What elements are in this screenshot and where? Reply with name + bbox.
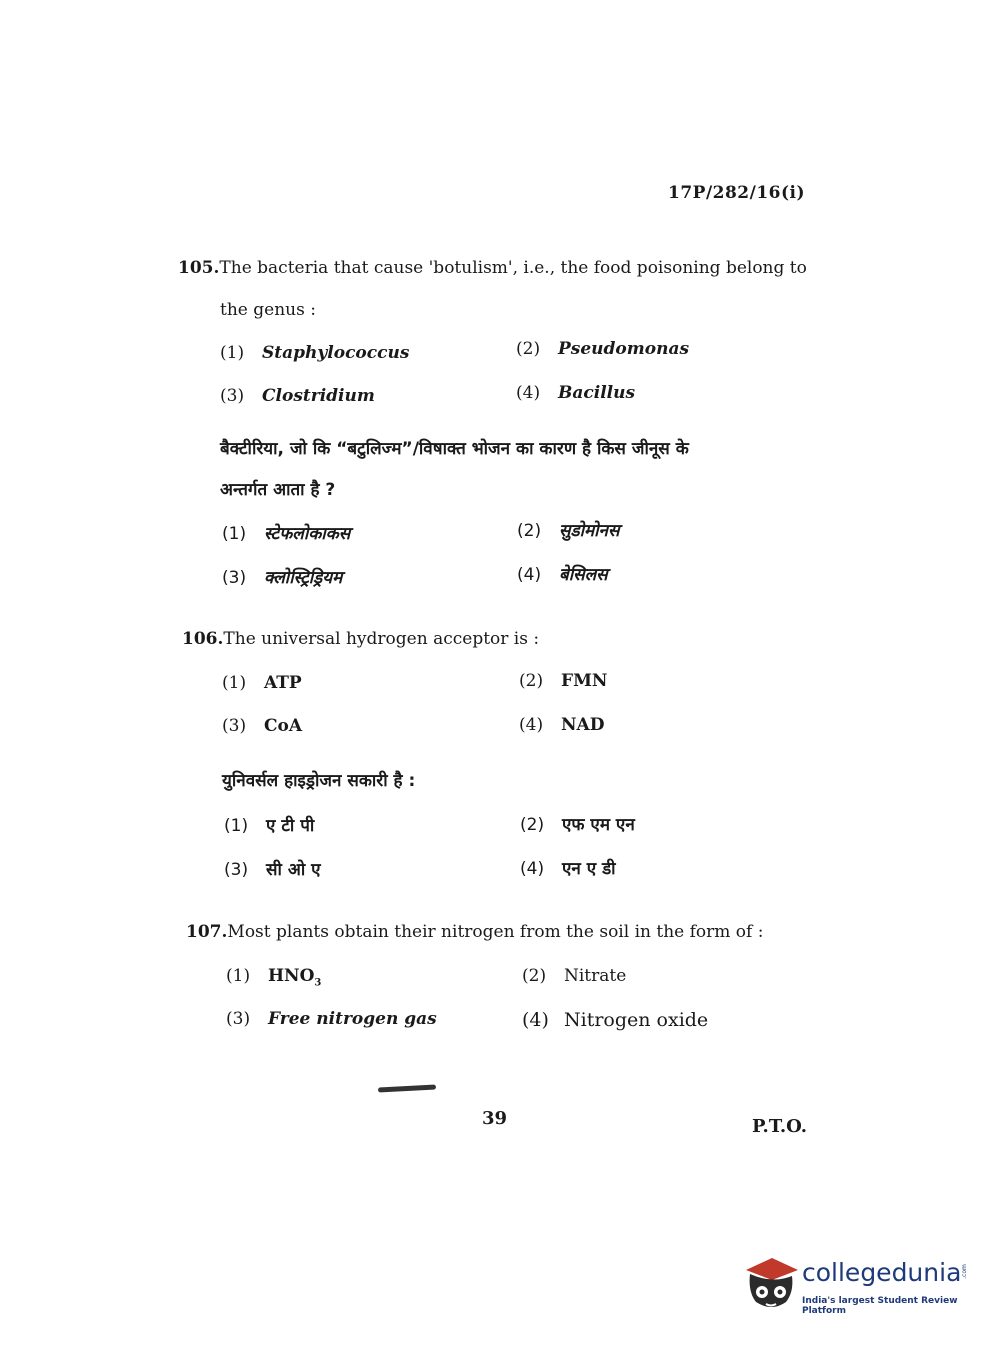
option-3: (3) Free nitrogen gas [226,1009,437,1029]
collegedunia-logo [742,1252,968,1316]
option-4: (4) Bacillus [516,383,636,403]
pto-label: P.T.O. [752,1116,808,1137]
hindi-option-4: (4) बेसिलस [517,565,608,585]
logo-domain-suffix: .com [960,1264,968,1279]
question-text-cont: the genus : [220,300,316,320]
question-hindi-text-cont: अन्तर्गत आता है ? [220,480,336,500]
hindi-option-1: (1) ए टी पी [224,816,315,836]
question-text: The universal hydrogen acceptor is : [223,629,540,649]
question-text: The bacteria that cause 'botulism', i.e., the food poisoning belong to [219,258,807,278]
hindi-option-2: (2) एफ एम एन [520,815,635,835]
ink-smudge [378,1084,436,1092]
question-105 [178,258,807,278]
question-number: 105. [178,258,220,278]
question-106 [182,629,539,649]
question-number: 107. [186,922,228,942]
option-1: (1) ATP [222,673,302,693]
option-3: (3) CoA [222,716,303,736]
student-mascot-icon [742,1252,800,1312]
question-hindi-text: युनिवर्सल हाइड्रोजन सकारी है : [222,771,416,791]
hindi-option-4: (4) एन ए डी [520,859,616,879]
hindi-option-2: (2) सुडोमोनस [517,521,620,541]
option-2: (2) FMN [519,671,608,691]
logo-tagline: India's largest Student Review Platform [802,1296,958,1316]
question-107 [186,922,763,942]
option-2: (2) Nitrate [522,966,627,986]
hindi-option-1: (1) स्टेफलोकाकस [222,524,351,544]
hindi-option-3: (3) क्लोस्ट्रिड्रियम [222,568,343,588]
question-hindi-text: बैक्टीरिया, जो कि “बटुलिज्म”/विषाक्त भोजन का कारण है किस जीनूस के [220,439,689,459]
page-number: 39 [482,1108,508,1129]
hindi-option-3: (3) सी ओ ए [224,860,321,880]
question-number: 106. [182,629,224,649]
logo-wordmark: collegedunia [802,1258,962,1287]
option-3: (3) Clostridium [220,386,375,406]
paper-code: 17P/282/16(i) [668,183,806,203]
option-4: (4) NAD [519,715,605,735]
option-2: (2) Pseudomonas [516,339,690,359]
option-4: (4) Nitrogen oxide [522,1009,709,1031]
question-text: Most plants obtain their nitrogen from the soil in the form of : [227,922,764,942]
option-1: (1) $HNO_3$ [226,966,322,989]
option-1: (1) Staphylococcus [220,343,410,363]
